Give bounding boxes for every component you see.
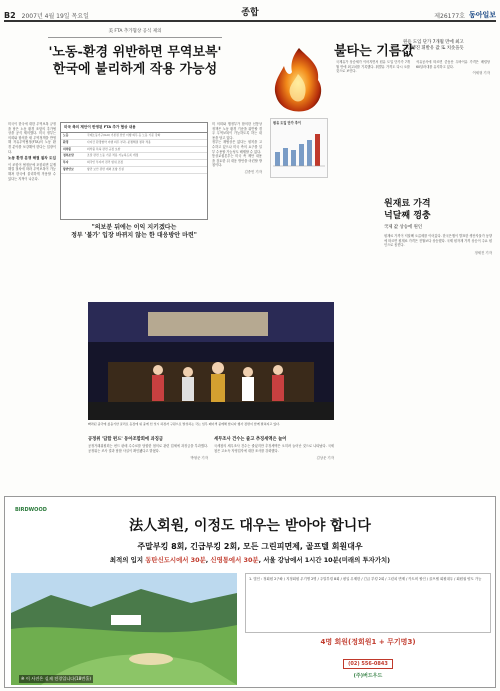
oil-column-2	[416, 60, 490, 196]
article-column-1	[8, 122, 56, 300]
ad-location-highlight: 신영통에서 30분	[210, 556, 259, 564]
chart-bar	[283, 148, 288, 166]
page-date: 2007년 4월 19일 목요일	[21, 13, 89, 20]
article-headline	[8, 44, 262, 78]
headline-line-1: '노동-환경 위반하면 무역보복'	[48, 45, 222, 60]
article-paragraph: 통상교섭본부는 미국 측 제안 내용을 검토한 뒤 대응 방안을 마련할 방침이다.	[212, 154, 262, 168]
raw-material-body: 원재료 가격이 넉달째 오름세를 이어갔다. 한국은행이 발표한 생산자물가 동향에 따르면 원재료 가격은 전월보다 상승했다. 국제 원자재 가격 상승이 주요 원인으로 꼽힌다.	[384, 234, 492, 248]
chart-title: 원유 도입 단가 추이	[273, 121, 301, 125]
fire-image	[268, 44, 330, 114]
article-kicker: 美 FTA 추가협상 공식 제의	[108, 29, 162, 34]
table-row	[61, 153, 207, 160]
table-value: 의약품 특허 관련 규정 보완	[87, 146, 121, 151]
fund-article	[88, 436, 208, 486]
article-body: 국세청의 세무조사 건수는 줄었지만 추징세액은 오히려 늘어난 것으로 나타났다. 국세청은 고소득 자영업자에 대한 조사를 강화했다.	[214, 444, 334, 453]
quote-line-2: 정부 '불가' 입장 바뀌지 않는 한 대응방안 마련"	[71, 232, 197, 239]
newspaper-logo: 동아일보	[468, 11, 496, 19]
raw-material-article	[384, 198, 492, 483]
article-paragraph: 정부는 재협상은 없다는 원칙을 고수하고 있으나 미국 측의 요구를 일부 수용할 가능성도 배제할 수 없다.	[212, 140, 262, 154]
article-title: 세무조사 건수는 줄고 추징세액은 늘어	[214, 437, 287, 442]
contact	[245, 650, 491, 669]
article-paragraph: 미국이 한국에 대한 무역보복 규정을 담은 노동 환경 조항의 추가협상을 공식 제의했다. 미국 정부는 의회와 합의한 새 무역정책을 반영해 자유무역협정(FTA)의 노동 환경 분야를 보강해야 한다는 입장이다.	[8, 122, 56, 154]
oil-headline: 불타는 기름값	[334, 44, 414, 59]
chart-bar	[275, 152, 280, 166]
article-title: 공정위 '담합 펀드' 동아조합회에 과징금	[88, 437, 164, 442]
ad-location-text: , 서울 강남에서 1시간 10분(미래의 투자가치)	[258, 556, 391, 564]
table-row	[61, 160, 207, 167]
left-column-text	[8, 302, 84, 432]
headline-line-1: 원재료 가격	[384, 199, 431, 209]
phone-number: (02) 556-0843	[343, 659, 393, 669]
article-paragraph: 석유공사에 따르면 중동산 두바이유 가격은 배럴당 60달러대를 유지하고 있다.	[416, 60, 490, 69]
article-byline: 김종민 기자	[244, 169, 262, 174]
table-value: 조달 관련 노동 기준 적용 가능하도록 개정	[87, 153, 139, 158]
table-row	[61, 167, 207, 174]
quote-line-1: "의보분 뒤에는 이익 지키겠다는	[91, 224, 177, 231]
table-row	[61, 140, 207, 147]
chart-bar	[291, 150, 296, 166]
table-key: 정부조달	[63, 153, 74, 158]
article-byline: 이세형 기자	[472, 71, 490, 76]
table-value: 다자간 환경협약 이행 의무 부과, 분쟁해결 절차 적용	[87, 139, 151, 144]
article-paragraph: 이 조항이 협정문에 포함되면 분쟁해결 절차에 따라 무역보복이 가능해져 한국에 불리하게 작용할 수 있다는 지적이 나온다.	[8, 162, 56, 181]
ad-location	[5, 555, 495, 564]
ad-benefits: 주말부킹 8회, 긴급부킹 2회, 모든 그린피면제, 골프텔 회원대우	[137, 542, 363, 551]
headline-line-2: 한국에 불리하게 작용 가능성	[52, 62, 218, 77]
article-column-3	[212, 122, 262, 300]
article-paragraph: 미 의회와 행정부가 합의한 신통상정책은 노동 환경 기준을 위반할 경우 무역보복이 가능하도록 하는 내용을 담고 있다.	[212, 122, 262, 140]
article-paragraph: 국제유가 상승세가 이어지면서 원유 도입 단가가 7개월 만에 최고치를 기록했다. 휘발유 가격도 다시 오를 것으로 보인다.	[336, 60, 410, 74]
table-row	[61, 133, 207, 140]
oil-subhead	[403, 40, 464, 52]
article-body: 공정거래위원회는 펀드 판매 수수료를 담합한 혐의로 관련 업체에 과징금을 부과했다. 공정위는 조사 결과 담합 사실이 확인됐다고 밝혔다.	[88, 444, 208, 453]
fta-table	[60, 122, 208, 220]
fta-article	[8, 26, 262, 301]
company-name: (주)버드우드	[353, 673, 383, 679]
header-right	[434, 10, 496, 20]
section-title: 종합	[241, 8, 259, 18]
pull-quote	[60, 224, 208, 240]
oil-column-1	[336, 60, 410, 196]
page-number: B2	[4, 11, 16, 20]
article-byline: 박형준 기자	[190, 456, 208, 461]
golf-advertisement	[4, 496, 496, 688]
ad-title: 法人회원, 이정도 대우는 받아야 합니다	[129, 518, 371, 534]
table-value: 항만 보안 관련 예외 조항 신설	[87, 166, 124, 171]
page-header	[4, 4, 496, 22]
table-row	[61, 147, 207, 154]
event-photo	[88, 302, 334, 420]
raw-material-headline	[384, 198, 492, 222]
issue-number: 제26177호	[434, 13, 465, 20]
golf-course-image	[11, 573, 237, 685]
membership-fee: 4명 회원(정회원1 + 무기명3)	[320, 638, 416, 646]
article-byline: 정세진 기자	[474, 250, 492, 255]
ad-location-highlight: 동탄신도시에서 30분	[145, 556, 206, 564]
ad-location-text: 최적의 입지	[109, 556, 143, 564]
ad-info	[245, 573, 491, 685]
article-subhead: 노동 환경 분쟁 해결 절차 도입	[8, 156, 56, 161]
table-key: 노동	[63, 133, 69, 137]
chart-bar	[315, 134, 320, 166]
image-caption: ※ 이 사진은 실제 전경입니다(18번홀)	[21, 676, 92, 681]
ad-logo: BIRDWOOD	[15, 507, 47, 513]
table-key: 환경	[63, 139, 69, 144]
table-key: 항만안보	[63, 166, 74, 171]
chart-bar	[307, 140, 312, 166]
table-title: 미국 측의 제안이 반영된 FTA 추가 협상 내용	[61, 123, 207, 133]
divider	[48, 37, 222, 38]
membership-details: 1. 법인 : 정회원 2구좌 / 지정회원 무기명 2명 / 주말부킹 8회 / 평일 무제한 / 긴급 부킹 2회 / 그린피 면제 / 카트비 할인 / 골프텔 회원대우 / 회원권 양도 가능	[245, 573, 491, 633]
chart-graphic	[271, 126, 327, 170]
oil-price-article	[268, 26, 492, 196]
table-key: 투자	[63, 160, 69, 165]
table-key: 의약품	[63, 146, 72, 151]
photo-caption: 빠라된 중국에 섰음기한 굴리로 등장에 위 중에 선 잇시 하정자 구원으로 발성하는 국는 입무 페이색 중에해 합니다 행사 장면이 함께 펼쳐지고 있다.	[88, 422, 280, 426]
raw-material-subhead: 국제 값 상승에 원인	[384, 225, 423, 230]
oil-subhead-line-2: 고공행진 휘발유 값 또 치솟을듯	[403, 46, 464, 51]
table-value: 국제노동기구(ILO) 기본권 선언 이행 의무 등 노동 기준 강화	[87, 133, 161, 137]
oil-subhead-line-1: 원유 도입 단가 7개월 만에 최고	[403, 40, 464, 45]
oil-chart	[270, 118, 328, 178]
chart-bar	[299, 144, 304, 166]
headline-line-2: 넉달째 껑충	[384, 211, 431, 221]
table-value: 외국인 투자자 권리 범위 조정	[87, 160, 123, 165]
article-byline: 김상운 기자	[316, 456, 334, 461]
tax-article	[214, 436, 334, 486]
ad-location-text: ,	[205, 556, 211, 564]
